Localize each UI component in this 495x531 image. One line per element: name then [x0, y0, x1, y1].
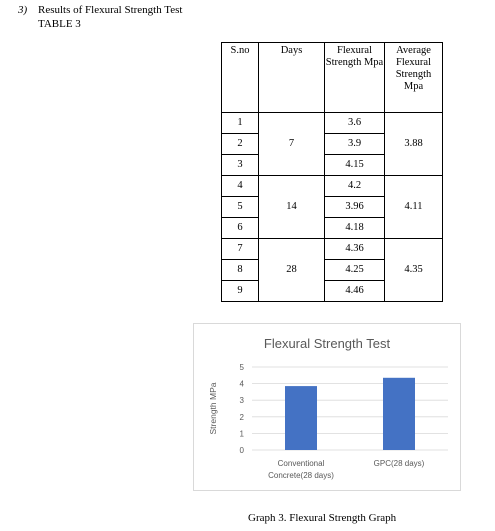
cell-days: 7 [259, 113, 325, 176]
cell-average: 4.11 [385, 176, 443, 239]
cell-sno: 4 [222, 176, 259, 197]
cell-average: 3.88 [385, 113, 443, 176]
cell-sno: 9 [222, 281, 259, 302]
cell-average: 4.35 [385, 239, 443, 302]
table-row [222, 113, 443, 134]
cell-days: 28 [259, 239, 325, 302]
results-table [221, 42, 443, 302]
y-tick-label: 4 [239, 379, 244, 389]
y-axis-label: Strength MPa [208, 382, 218, 435]
header-average-strength: Average Flexural Strength Mpa [385, 43, 443, 113]
cell-sno: 6 [222, 218, 259, 239]
section-number: 3) [18, 4, 28, 16]
cell-sno: 7 [222, 239, 259, 260]
table-label: TABLE 3 [38, 18, 81, 30]
header-days: Days [259, 43, 325, 113]
cell-strength: 4.18 [325, 218, 385, 239]
chart-title: Flexural Strength Test [263, 336, 391, 351]
header-sno: S.no [222, 43, 259, 113]
cell-sno: 3 [222, 155, 259, 176]
cell-sno: 5 [222, 197, 259, 218]
graph-caption: Graph 3. Flexural Strength Graph [248, 512, 397, 524]
cell-strength: 3.9 [325, 134, 385, 155]
cell-strength: 4.2 [325, 176, 385, 197]
cell-strength: 4.36 [325, 239, 385, 260]
cell-strength: 3.6 [325, 113, 385, 134]
y-tick-label: 3 [239, 396, 244, 406]
y-tick-label: 1 [239, 429, 244, 439]
table-row [222, 176, 443, 197]
cell-sno: 2 [222, 134, 259, 155]
section-title: Results of Flexural Strength Test [38, 4, 183, 16]
table-row [222, 239, 443, 260]
chart-canvas [194, 324, 460, 490]
table-header-row [222, 43, 443, 113]
cell-strength: 4.25 [325, 260, 385, 281]
cell-strength: 4.46 [325, 281, 385, 302]
flexural-strength-chart [193, 323, 461, 491]
y-tick-label: 5 [239, 363, 244, 372]
x-tick-label: Conventional [277, 459, 325, 468]
x-tick-label: GPC(28 days) [373, 459, 425, 468]
header-flexural-strength: Flexural Strength Mpa [325, 43, 385, 113]
cell-sno: 1 [222, 113, 259, 134]
cell-days: 14 [259, 176, 325, 239]
cell-strength: 4.15 [325, 155, 385, 176]
cell-strength: 3.96 [325, 197, 385, 218]
y-tick-label: 0 [239, 446, 244, 455]
cell-sno: 8 [222, 260, 259, 281]
bar [383, 378, 415, 450]
x-tick-label: Concrete(28 days) [268, 471, 334, 480]
y-tick-label: 2 [239, 412, 244, 422]
bar [285, 386, 317, 450]
